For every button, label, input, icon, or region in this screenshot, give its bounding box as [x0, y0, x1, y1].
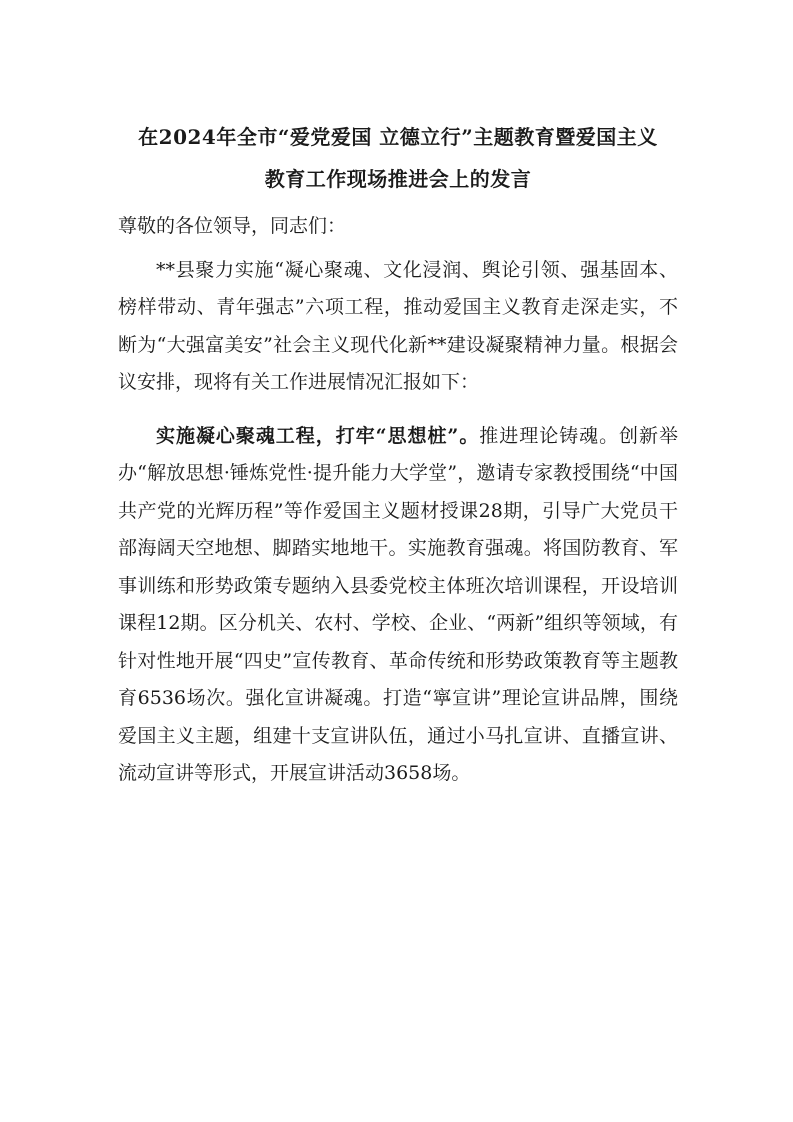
salutation: 尊敬的各位领导，同志们：	[118, 215, 347, 237]
section-heading: 实施凝心聚魂工程，打牢“思想桩”。	[156, 424, 480, 447]
paragraph-intro: **县聚力实施“凝心聚魂、文化浸润、舆论引领、强基固本、榜样带动、青年强志”六项工程，推动爱国主义教育走深走实，不断为“大强富美安”社会主义现代化新**建设凝聚精神力量。根据会议安排，现将有关工作进展情况汇报如下：	[118, 258, 678, 393]
title-line-1: 在2024年全市“爱党爱国 立德立行”主题教育暨爱国主义	[138, 125, 658, 149]
paragraph-section-1	[118, 418, 678, 793]
document-title	[112, 116, 684, 200]
document-body	[118, 208, 678, 793]
section-body: 推进理论铸魂。创新举办“解放思想·锤炼党性·提升能力大学堂”，邀请专家教授围绕“中国共产党的光辉历程”等作爱国主义题材授课28期，引导广大党员干部海阔天空地想、脚踏实地地干。实施教育强魂。将国防教育、军事训练和形势政策专题纳入县委党校主体班次培训课程，开设培训课程12期。区分机关、农村、学校、企业、“两新”组织等领域，有针对性地开展“四史”宣传教育、革命传统和形势政策教育等主题教育6536场次。强化宣讲凝魂。打造“寧宣讲”理论宣讲品牌，围绕爱国主义主题，组建十支宣讲队伍，通过小马扎宣讲、直播宣讲、流动宣讲等形式，开展宣讲活动3658场。	[118, 424, 678, 784]
title-line-2: 教育工作现场推进会上的发言	[264, 167, 532, 191]
